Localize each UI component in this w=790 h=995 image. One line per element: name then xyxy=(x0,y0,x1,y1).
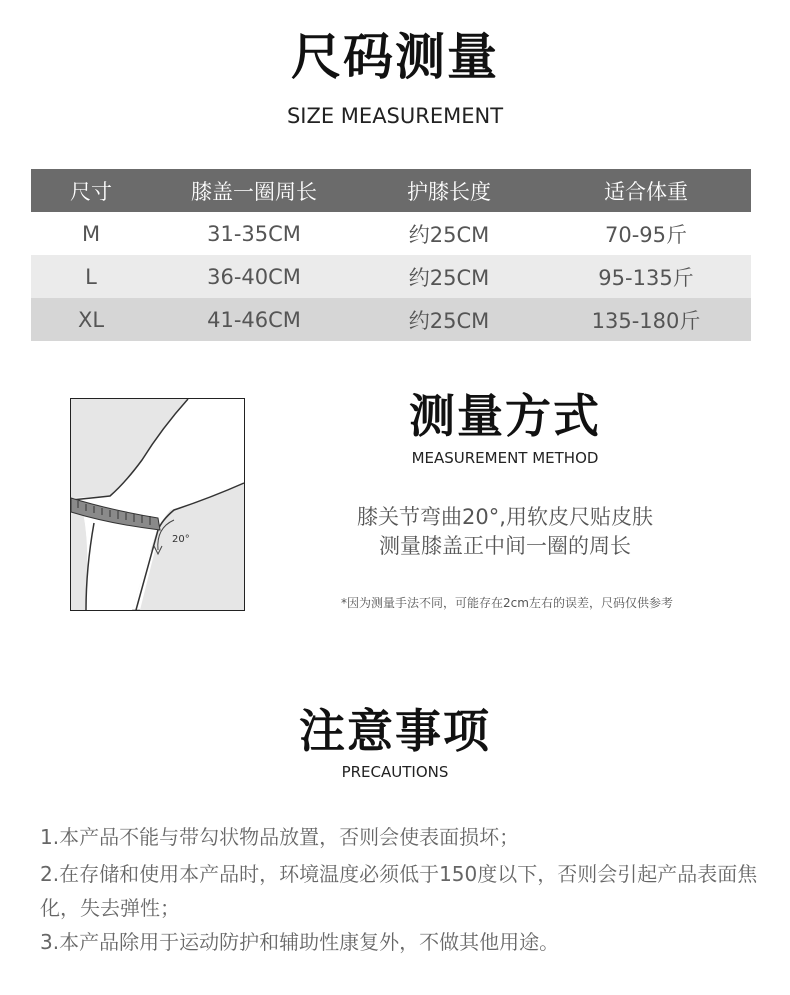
precautions-title: 注意事项 xyxy=(299,704,491,758)
table-header-row xyxy=(31,169,751,212)
header-brace-length: 护膝长度 xyxy=(357,169,541,212)
cell-weight: 70-95斤 xyxy=(541,212,751,255)
cell-length: 约25CM xyxy=(357,298,541,341)
cell-length: 约25CM xyxy=(357,255,541,298)
table-row xyxy=(31,255,751,298)
cell-length: 约25CM xyxy=(357,212,541,255)
precaution-item: 3.本产品除用于运动防护和辅助性康复外，不做其他用途。 xyxy=(40,930,560,954)
cell-circumference: 41-46CM xyxy=(151,298,357,341)
precaution-item: 1.本产品不能与带勾状物品放置，否则会使表面损坏； xyxy=(40,825,520,849)
cell-weight: 135-180斤 xyxy=(541,298,751,341)
precaution-item: 2.在存储和使用本产品时，环境温度必须低于150度以下，否则会引起产品表面焦化，失去弹性； xyxy=(40,862,758,920)
cell-circumference: 36-40CM xyxy=(151,255,357,298)
size-section-title: 尺码测量 xyxy=(291,28,499,86)
size-table xyxy=(31,169,751,341)
cell-size: M xyxy=(31,212,151,255)
method-section-title: 测量方式 xyxy=(409,389,601,443)
cell-size: XL xyxy=(31,298,151,341)
precautions-subtitle: PRECAUTIONS xyxy=(341,763,449,781)
measurement-error-note: *因为测量手法不同，可能存在2cm左右的误差，尺码仅供参考 xyxy=(341,596,673,610)
header-weight: 适合体重 xyxy=(541,169,751,212)
method-section-subtitle: MEASUREMENT METHOD xyxy=(411,449,599,467)
cell-weight: 95-135斤 xyxy=(541,255,751,298)
header-knee-circumference: 膝盖一圈周长 xyxy=(151,169,357,212)
cell-size: L xyxy=(31,255,151,298)
header-size: 尺寸 xyxy=(31,169,151,212)
method-description-line-2: 测量膝盖正中间一圈的周长 xyxy=(379,534,631,558)
cell-circumference: 31-35CM xyxy=(151,212,357,255)
size-section-subtitle: SIZE MEASUREMENT xyxy=(286,104,504,128)
table-row xyxy=(31,298,751,341)
angle-label: 20° xyxy=(172,534,190,545)
table-row xyxy=(31,212,751,255)
method-description-line-1: 膝关节弯曲20°,用软皮尺贴皮肤 xyxy=(357,505,653,529)
knee-measurement-illustration xyxy=(70,398,245,611)
